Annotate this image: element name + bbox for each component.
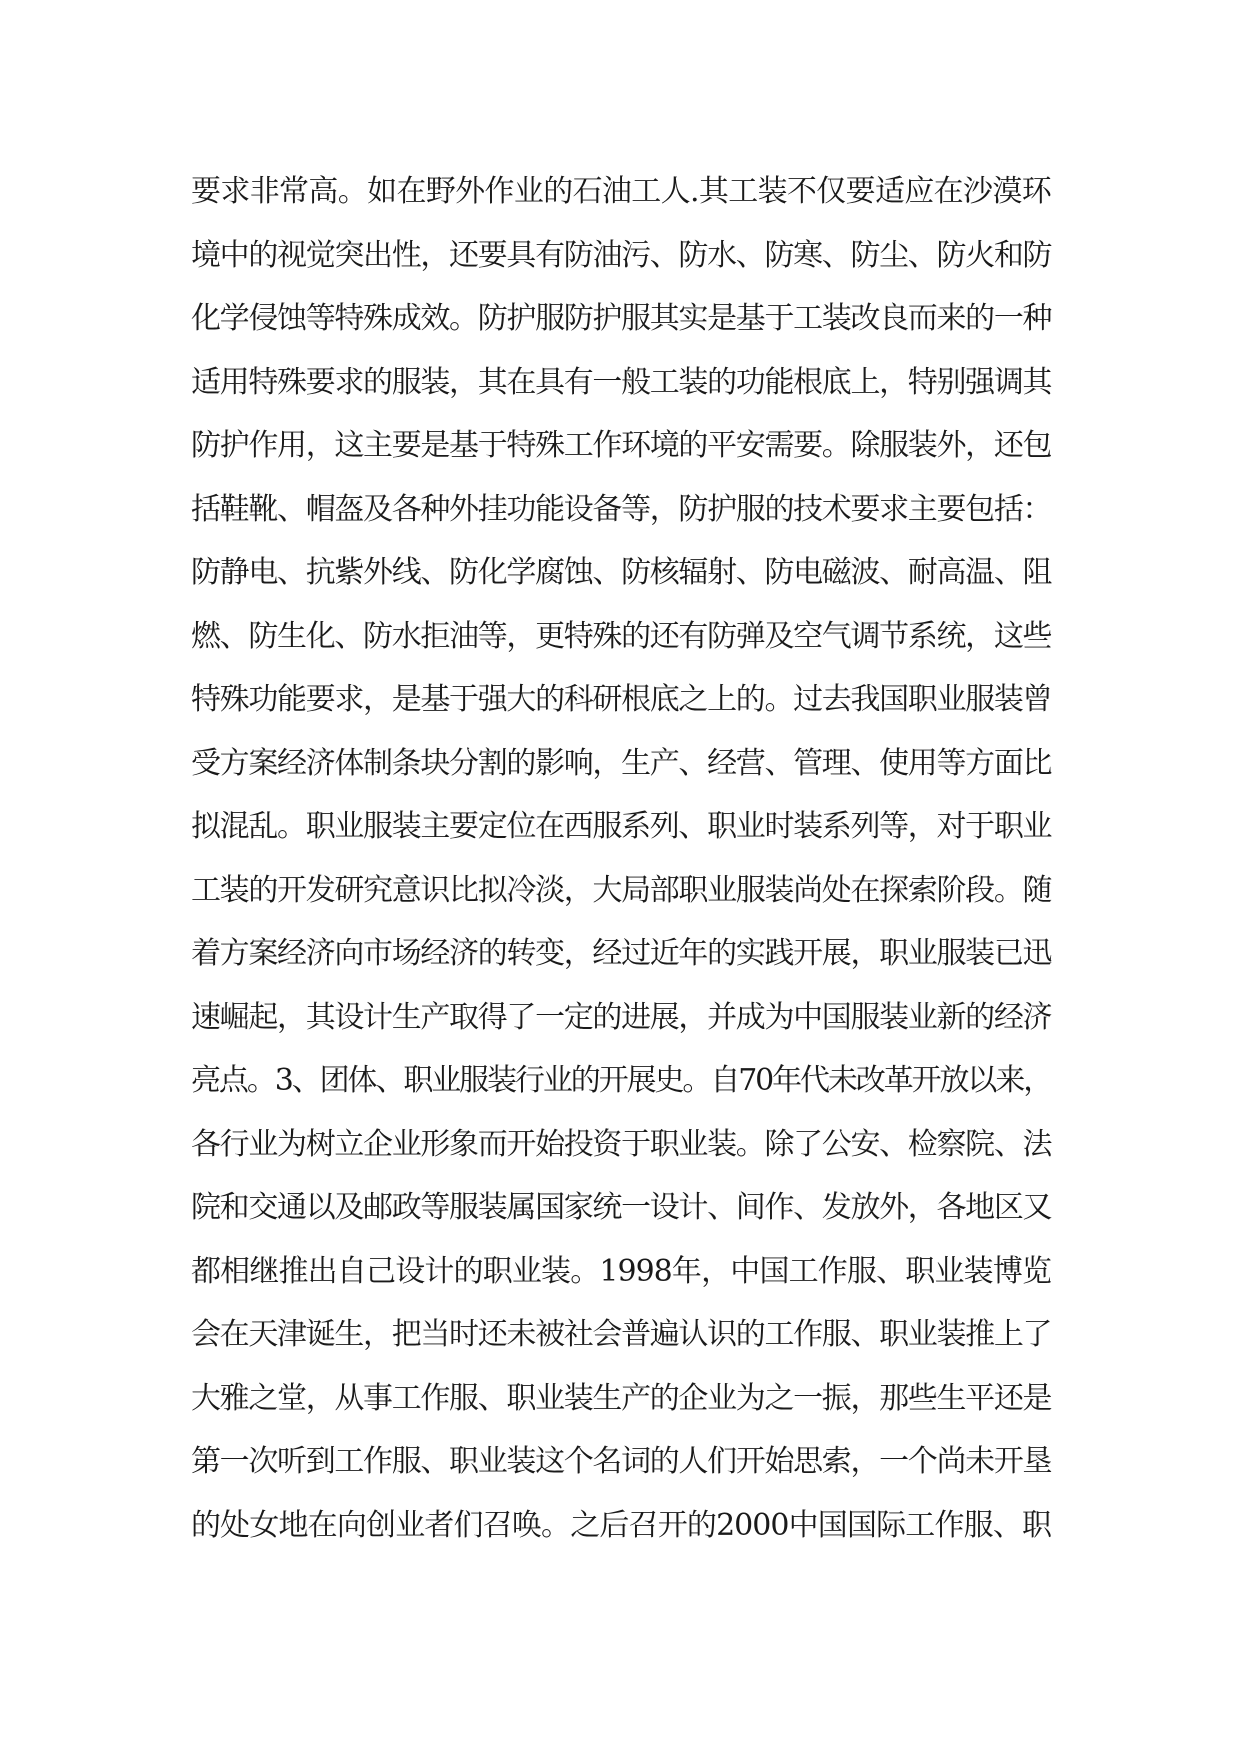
text-line: 燃、防生化、防水拒油等，更特殊的还有防弹及空气调节系统，这些 (191, 618, 1051, 654)
text-line: 防护作用，这主要是基于特殊工作环境的平安需要。除服装外，还包 (191, 428, 1051, 463)
text-line: 着方案经济向市场经济的转变，经过近年的实践开展，职业服装已迅 (191, 936, 1051, 971)
text-line: 境中的视觉突出性，还要具有防油污、防水、防寒、防尘、防火和防 (191, 237, 1051, 273)
text-line: 第一次听到工作服、职业装这个名词的人们开始思索，一个尚未开垦 (191, 1444, 1051, 1479)
text-line: 工装的开发研究意识比拟冷淡，大局部职业服装尚处在探索阶段。随 (191, 872, 1051, 908)
text-line: 适用特殊要求的服装，其在具有一般工装的功能根底上，特别强调其 (191, 364, 1051, 400)
text-line: 括鞋靴、帽盔及各种外挂功能设备等，防护服的技术要求主要包括： (191, 491, 1051, 527)
text-line: 的处女地在向创业者们召唤。之后召开的2000中国国际工作服、职 (191, 1507, 1051, 1543)
text-line: 都相继推出自己设计的职业装。1998年，中国工作服、职业装博览 (191, 1253, 1051, 1289)
text-line: 速崛起，其设计生产取得了一定的进展，并成为中国服装业新的经济 (191, 999, 1051, 1035)
text-line: 亮点。3、团体、职业服装行业的开展史。自70年代未改革开放以来， (191, 1063, 1051, 1098)
text-line: 防静电、抗紫外线、防化学腐蚀、防核辐射、防电磁波、耐高温、阻 (191, 555, 1051, 590)
text-line: 特殊功能要求，是基于强大的科研根底之上的。过去我国职业服装曾 (191, 682, 1051, 717)
body-text (191, 160, 1051, 1557)
text-line: 院和交通以及邮政等服装属国家统一设计、间作、发放外，各地区又 (191, 1190, 1051, 1225)
text-line: 各行业为树立企业形象而开始投资于职业装。除了公安、检察院、法 (191, 1126, 1051, 1162)
text-line: 大雅之堂，从事工作服、职业装生产的企业为之一振，那些生平还是 (191, 1380, 1051, 1416)
text-line: 受方案经济体制条块分割的影响，生产、经营、管理、使用等方面比 (191, 745, 1051, 781)
text-line: 要求非常高。如在野外作业的石油工人.其工装不仅要适应在沙漠环 (191, 174, 1051, 209)
text-line: 化学侵蚀等特殊成效。防护服防护服其实是基于工装改良而来的一种 (191, 301, 1051, 336)
text-line: 拟混乱。职业服装主要定位在西服系列、职业时装系列等，对于职业 (191, 809, 1051, 844)
text-line: 会在天津诞生，把当时还未被社会普遍认识的工作服、职业装推上了 (191, 1317, 1051, 1352)
